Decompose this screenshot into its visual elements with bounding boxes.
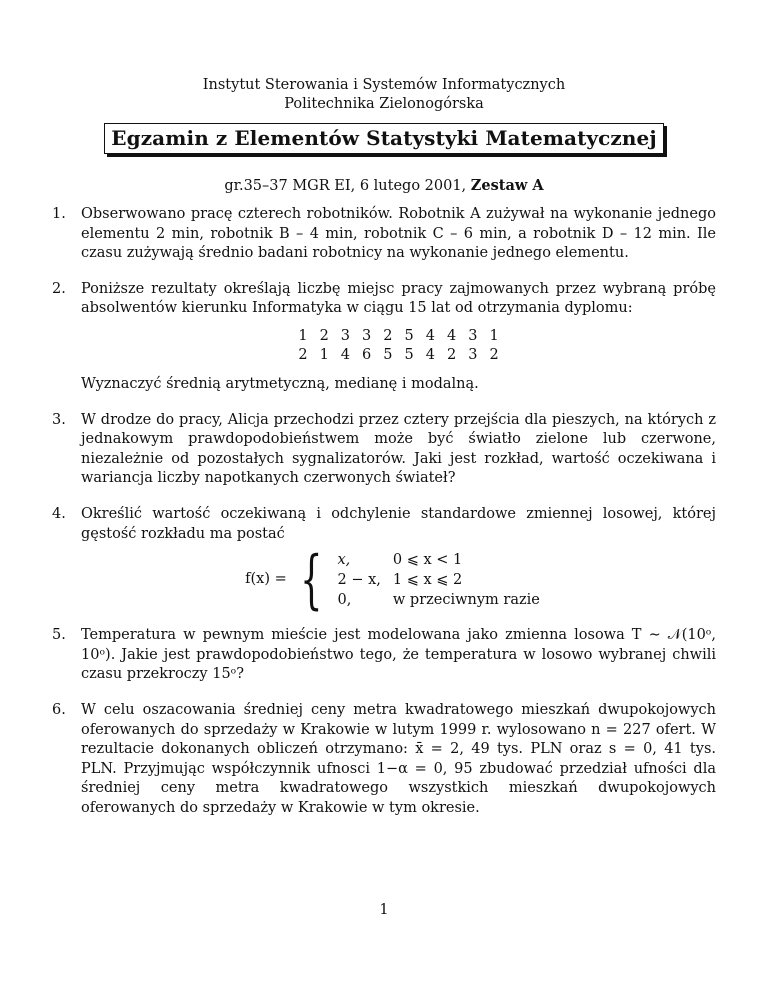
data-cell: 5 (404, 346, 414, 363)
problem-text: Poniższe rezultaty określają liczbę miejsc pracy zajmowanych przez wybraną próbę absolwentów kierunku Informatyka w ciągu 15 lat od otrzymania dyplomu: (81, 280, 716, 317)
data-cell: 2 (298, 346, 308, 363)
data-cell: 3 (468, 346, 478, 363)
problem-number: 5. (52, 627, 66, 644)
university-name: Politechnika Zielonogórska (284, 96, 484, 112)
data-cell: 2 (383, 327, 393, 344)
data-cell: 1 (319, 346, 329, 363)
data-table (292, 327, 504, 365)
left-brace-icon: { (299, 543, 323, 618)
case-row (338, 550, 552, 570)
data-cell: 4 (425, 346, 435, 363)
problem-number: 3. (52, 411, 66, 428)
data-row (292, 346, 504, 365)
data-cell: 5 (404, 327, 414, 344)
formula-cases (338, 550, 552, 610)
problem-number: 4. (52, 505, 66, 522)
case-row (338, 570, 552, 590)
case-condition: 0 ⩽ x < 1 (392, 552, 463, 569)
case-condition: w przeciwnym razie (392, 592, 540, 609)
subtitle-info: gr.35–37 MGR EI, 6 lutego 2001, (224, 178, 471, 194)
problem-number: 6. (52, 701, 66, 718)
title-wrap (0, 123, 768, 154)
header (0, 76, 768, 114)
data-cell: 6 (362, 346, 372, 363)
data-cell: 4 (446, 327, 457, 344)
data-cell: 2 (489, 346, 499, 363)
problem-text: W celu oszacowania średniej ceny metra kwadratowego mieszkań dwupokojowych oferowanych do sprzedaży w Krakowie w lutym 1999 r. wylosowano n = 227 ofert. W rezultacie dokonanych obliczeń otrzymano: x̄ = 2, 49 tys. PLN oraz s = 0, 41 tys. PLN. Przyjmując współczynnik ufnosci 1−α = 0, 95 zbudować przedział ufności dla średniej ceny metra kwadratowego wszystkich mieszkań dwupokojowych oferowanych do sprzedaży w Krakowie w tym okresie. (81, 701, 716, 816)
problem-number: 1. (52, 206, 66, 222)
problem-number: 2. (52, 280, 66, 297)
problem-list (52, 205, 716, 834)
case-row (338, 590, 552, 610)
problem-2 (52, 280, 716, 395)
case-value: x, (337, 552, 351, 569)
problem-3 (52, 411, 716, 489)
data-cell: 3 (362, 327, 372, 344)
data-cell: 1 (298, 327, 308, 344)
subtitle-set: Zestaw A (470, 177, 544, 194)
data-cell: 3 (340, 327, 351, 344)
data-cell: 3 (468, 327, 478, 344)
data-cell: 5 (383, 346, 393, 363)
formula-lhs: f(x) = (245, 571, 287, 588)
problem-6 (52, 701, 716, 819)
problem-5 (52, 626, 716, 685)
data-cell: 4 (425, 327, 435, 344)
data-cell: 2 (319, 327, 329, 344)
problem-question: Wyznaczyć średnią arytmetyczną, medianę i modalną. (81, 375, 479, 392)
subtitle (0, 177, 768, 194)
institute-name: Instytut Sterowania i Systemów Informatycznych (202, 77, 566, 93)
problem-4 (52, 505, 716, 618)
density-formula (81, 543, 716, 618)
data-cell: 4 (340, 346, 351, 363)
problem-text: W drodze do pracy, Alicja przechodzi przez cztery przejścia dla pieszych, na których z jednakowym prawdopodobieństwem może być światło zielone lub czerwone, niezależnie od pozostałych sygnalizatorów. Jaki jest rozkład, wartość oczekiwana i wariancja liczby napotkanych czerwonych świateł? (81, 411, 716, 487)
problem-text: Określić wartość oczekiwaną i odchylenie standardowe zmiennej losowej, której gęstość rozkładu ma postać (81, 505, 716, 542)
data-cell: 2 (446, 346, 457, 363)
problem-1 (52, 205, 716, 264)
case-value: 2 − x, (337, 572, 381, 589)
problem-text: Obserwowano pracę czterech robotników. Robotnik A zużywał na wykonanie jednego elementu 2 min, robotnik B – 4 min, robotnik C – 6 min, a robotnik D – 12 min. Ile czasu zużywają średnio badani robotnicy na wykonanie jednego elementu. (81, 206, 716, 262)
data-cell: 1 (489, 327, 499, 344)
problem-text: Temperatura w pewnym mieście jest modelowana jako zmienna losowa T ∼ 𝒩(10ᵒ, 10ᵒ). Jakie jest prawdopodobieństwo tego, że temperatura w losowo wybranej chwili czasu przekroczy 15ᵒ? (81, 627, 716, 683)
exam-title: Egzamin z Elementów Statystyki Matematycznej (104, 123, 663, 154)
data-row (292, 327, 504, 346)
page-number: 1 (379, 902, 389, 918)
case-value: 0, (337, 592, 352, 609)
case-condition: 1 ⩽ x ⩽ 2 (392, 572, 463, 589)
